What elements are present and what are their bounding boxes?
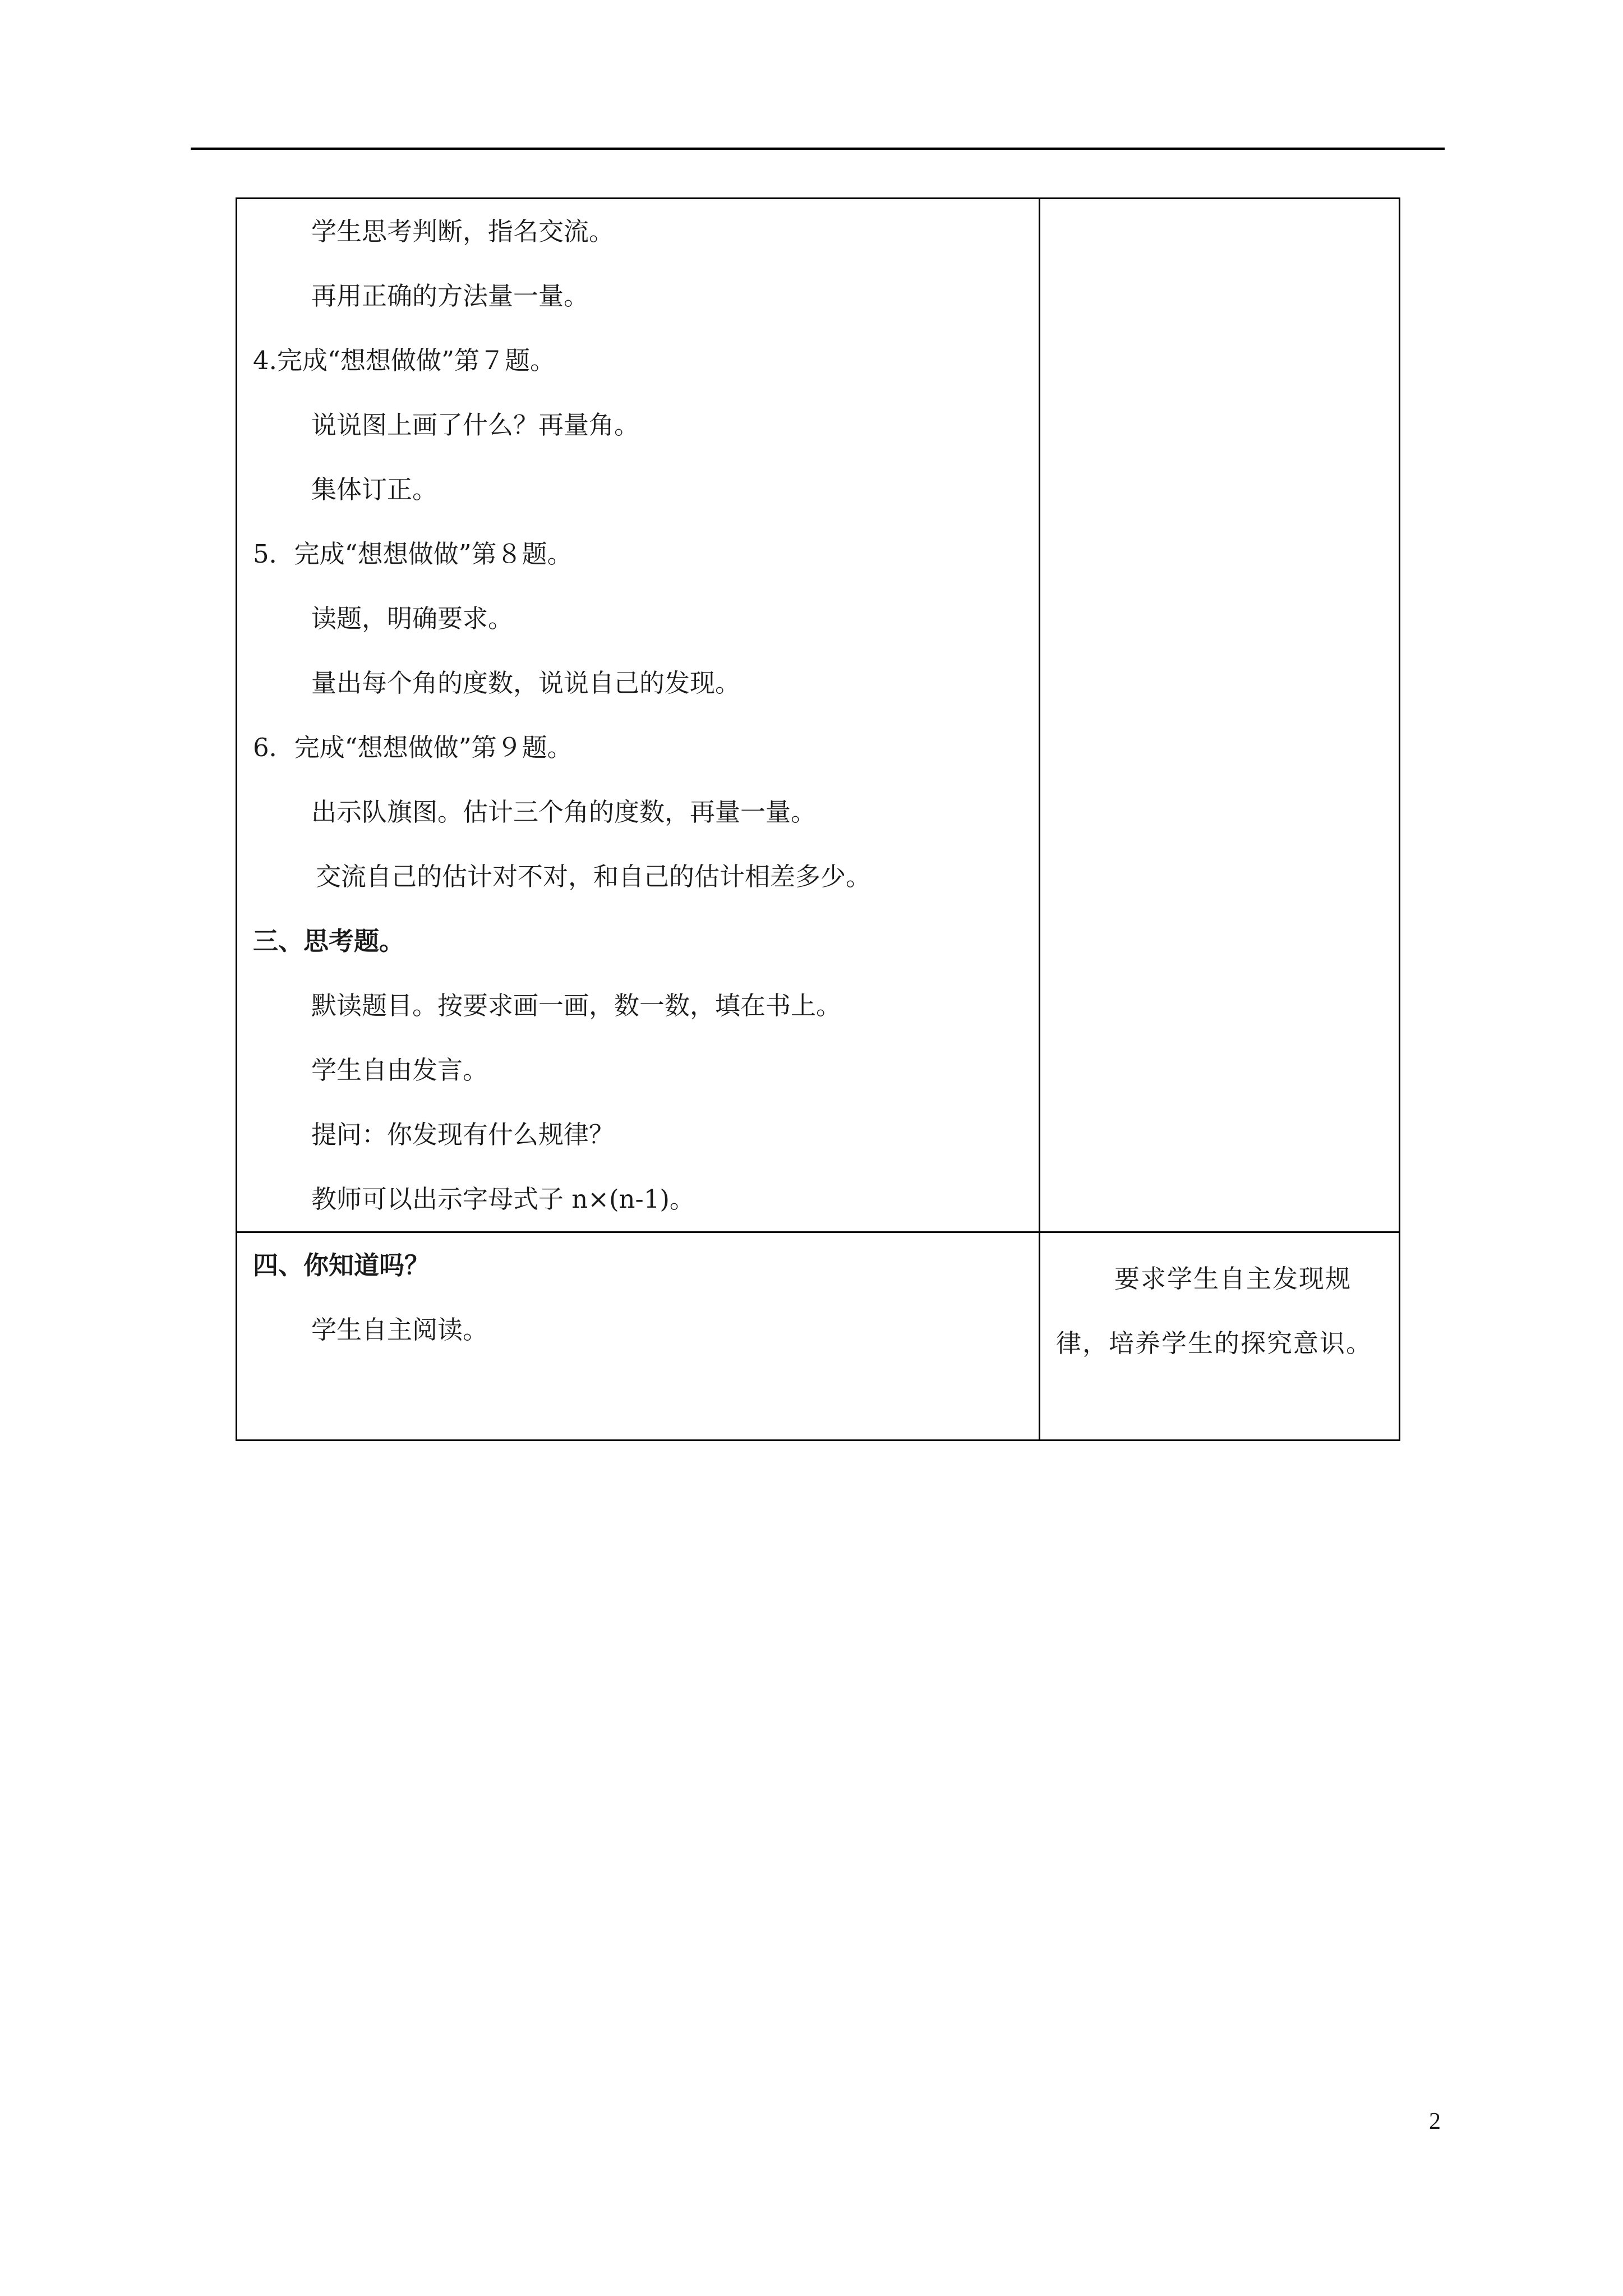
header-rule bbox=[191, 148, 1445, 150]
process-cell bbox=[237, 199, 1040, 1232]
lesson-plan-table bbox=[236, 197, 1400, 1441]
text-line: 默读题目。按要求画一画，数一数，填在书上。 bbox=[311, 991, 842, 1020]
table-row bbox=[237, 1232, 1400, 1441]
text-line: 集体订正。 bbox=[311, 475, 438, 504]
text-line: 说说图上画了什么？再量角。 bbox=[311, 410, 640, 440]
page-number: 2 bbox=[1429, 2109, 1441, 2134]
text-line: 学生自由发言。 bbox=[311, 1055, 488, 1085]
note-cell bbox=[1040, 1232, 1400, 1441]
exercise-heading: 6．完成“想想做做”第９题。 bbox=[253, 733, 573, 762]
exercise-heading: 4.完成“想想做做”第７题。 bbox=[253, 346, 555, 375]
text-line: 学生思考判断，指名交流。 bbox=[311, 217, 615, 246]
process-cell bbox=[237, 1232, 1040, 1441]
section-heading: 四、你知道吗？ bbox=[253, 1250, 430, 1280]
text-line: 教师可以出示字母式子 n×(n-1)。 bbox=[311, 1184, 695, 1214]
design-note: 要求学生自主发现规律，培养学生的探究意识。 bbox=[1056, 1264, 1373, 1358]
section-heading: 三、思考题。 bbox=[253, 926, 405, 956]
exercise-heading: 5．完成“想想做做”第８题。 bbox=[253, 539, 573, 569]
text-line: 出示队旗图。估计三个角的度数，再量一量。 bbox=[311, 797, 817, 827]
text-line: 再用正确的方法量一量。 bbox=[311, 281, 589, 311]
note-cell bbox=[1040, 199, 1400, 1232]
text-line: 学生自主阅读。 bbox=[311, 1315, 488, 1345]
text-line: 交流自己的估计对不对，和自己的估计相差多少。 bbox=[316, 862, 872, 891]
text-line: 读题，明确要求。 bbox=[311, 604, 514, 633]
text-line: 量出每个角的度数，说说自己的发现。 bbox=[311, 668, 741, 698]
table-row bbox=[237, 199, 1400, 1232]
text-line: 提问：你发现有什么规律？ bbox=[311, 1120, 615, 1149]
